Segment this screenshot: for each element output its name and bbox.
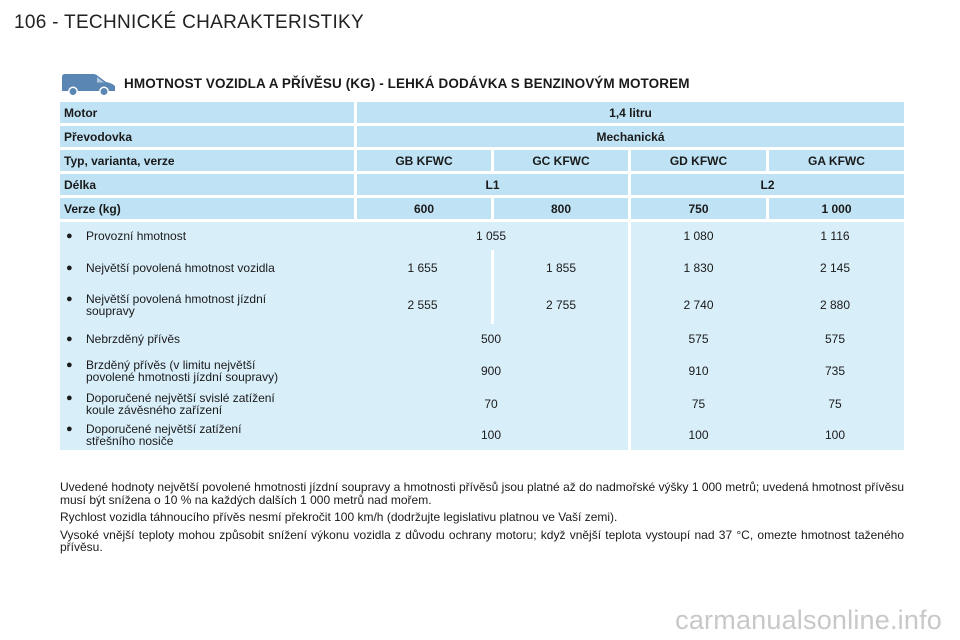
bullet-icon: ● <box>66 359 73 371</box>
van-icon <box>60 69 118 97</box>
cell-value: 70 <box>354 388 628 420</box>
type-value: GC KFWC <box>491 150 628 174</box>
row-motor <box>60 102 904 126</box>
label-line: povolené hmotnosti jízdní soupravy) <box>86 370 279 384</box>
cell-value: 575 <box>766 324 904 354</box>
bullet-icon: ● <box>66 333 73 345</box>
label-line: Nebrzděný přívěs <box>86 332 181 346</box>
cell-value: 2 880 <box>766 286 904 324</box>
gearbox-value: Mechanická <box>354 126 904 150</box>
version-value: 600 <box>354 198 491 222</box>
cell-value: 1 855 <box>491 250 628 286</box>
table-row <box>60 222 904 250</box>
cell-value: 2 145 <box>766 250 904 286</box>
row-length <box>60 174 904 198</box>
cell-value: 100 <box>628 420 766 450</box>
cell-value: 910 <box>628 354 766 388</box>
cell-value: 500 <box>354 324 628 354</box>
row-label <box>60 388 354 420</box>
section-title: HMOTNOST VOZIDLA A PŘÍVĚSU (KG) - LEHKÁ DODÁVKA S BENZINOVÝM MOTOREM <box>124 75 690 91</box>
label-line: střešního nosiče <box>86 434 174 448</box>
cell-value: 100 <box>766 420 904 450</box>
bullet-icon: ● <box>66 262 73 274</box>
label-line: Doporučené největší svislé zatížení <box>86 391 275 405</box>
type-value: GB KFWC <box>354 150 491 174</box>
page-header: 106 - TECHNICKÉ CHARAKTERISTIKY <box>14 12 364 33</box>
row-label <box>60 354 354 388</box>
cell-value: 575 <box>628 324 766 354</box>
row-label <box>60 420 354 450</box>
cell-value: 1 655 <box>354 250 491 286</box>
length-value: L2 <box>628 174 904 198</box>
motor-value: 1,4 litru <box>354 102 904 126</box>
table-row <box>60 286 904 324</box>
bullet-icon: ● <box>66 230 73 242</box>
row-label <box>60 286 354 324</box>
label-line: Největší povolená hmotnost vozidla <box>86 261 275 275</box>
version-value: 800 <box>491 198 628 222</box>
cell-value: 1 830 <box>628 250 766 286</box>
type-value: GD KFWC <box>628 150 766 174</box>
watermark: carmanualsonline.info <box>675 605 942 635</box>
table-row <box>60 388 904 420</box>
table-row <box>60 324 904 354</box>
cell-value: 75 <box>766 388 904 420</box>
cell-value: 2 755 <box>491 286 628 324</box>
cell-value: 735 <box>766 354 904 388</box>
label-line: soupravy <box>86 304 135 318</box>
cell-value: 100 <box>354 420 628 450</box>
table-row <box>60 354 904 388</box>
type-value: GA KFWC <box>766 150 904 174</box>
length-label: Délka <box>60 174 354 198</box>
gearbox-label: Převodovka <box>60 126 354 150</box>
weights-table <box>60 102 904 450</box>
row-gearbox <box>60 126 904 150</box>
bullet-icon: ● <box>66 423 73 435</box>
section-heading <box>60 68 690 98</box>
table-row <box>60 420 904 450</box>
cell-value: 75 <box>628 388 766 420</box>
version-value: 1 000 <box>766 198 904 222</box>
row-label <box>60 250 354 286</box>
table-row <box>60 250 904 286</box>
motor-label: Motor <box>60 102 354 126</box>
note-paragraph: Uvedené hodnoty největší povolené hmotnosti jízdní soupravy a hmotnosti přívěsů jsou platné až do nadmořské výšky 1 000 metrů; uvedená hmotnost přívěsu musí být snížena o 10 % na každých dalších 1 000 metrů nad mořem. <box>60 480 904 507</box>
version-label: Verze (kg) <box>60 198 354 222</box>
type-label: Typ, varianta, verze <box>60 150 354 174</box>
label-line: Provozní hmotnost <box>86 229 187 243</box>
label-line: Doporučené největší zatížení <box>86 422 242 436</box>
label-line: koule závěsného zařízení <box>86 403 223 417</box>
row-type <box>60 150 904 174</box>
row-label <box>60 222 354 250</box>
note-paragraph: Vysoké vnější teploty mohou způsobit snížení výkonu vozidla z důvodu ochrany motoru; když vnější teplota vystoupí nad 37 °C, omezte hmotnost taženého přívěsu. <box>60 527 904 554</box>
label-line: Největší povolená hmotnost jízdní <box>86 292 267 306</box>
note-paragraph: Rychlost vozidla táhnoucího přívěs nesmí překročit 100 km/h (dodržujte legislativu platnou ve Vaší zemi). <box>60 510 618 524</box>
row-label <box>60 324 354 354</box>
label-line: Brzděný přívěs (v limitu největší <box>86 358 256 372</box>
cell-value: 1 080 <box>628 222 766 250</box>
notes <box>60 481 904 559</box>
length-value: L1 <box>354 174 628 198</box>
bullet-icon: ● <box>66 392 73 404</box>
version-value: 750 <box>628 198 766 222</box>
cell-value: 2 555 <box>354 286 491 324</box>
cell-value: 1 116 <box>766 222 904 250</box>
row-version <box>60 198 904 222</box>
cell-value: 2 740 <box>628 286 766 324</box>
bullet-icon: ● <box>66 293 73 305</box>
cell-value: 900 <box>354 354 628 388</box>
cell-value: 1 055 <box>354 222 628 250</box>
